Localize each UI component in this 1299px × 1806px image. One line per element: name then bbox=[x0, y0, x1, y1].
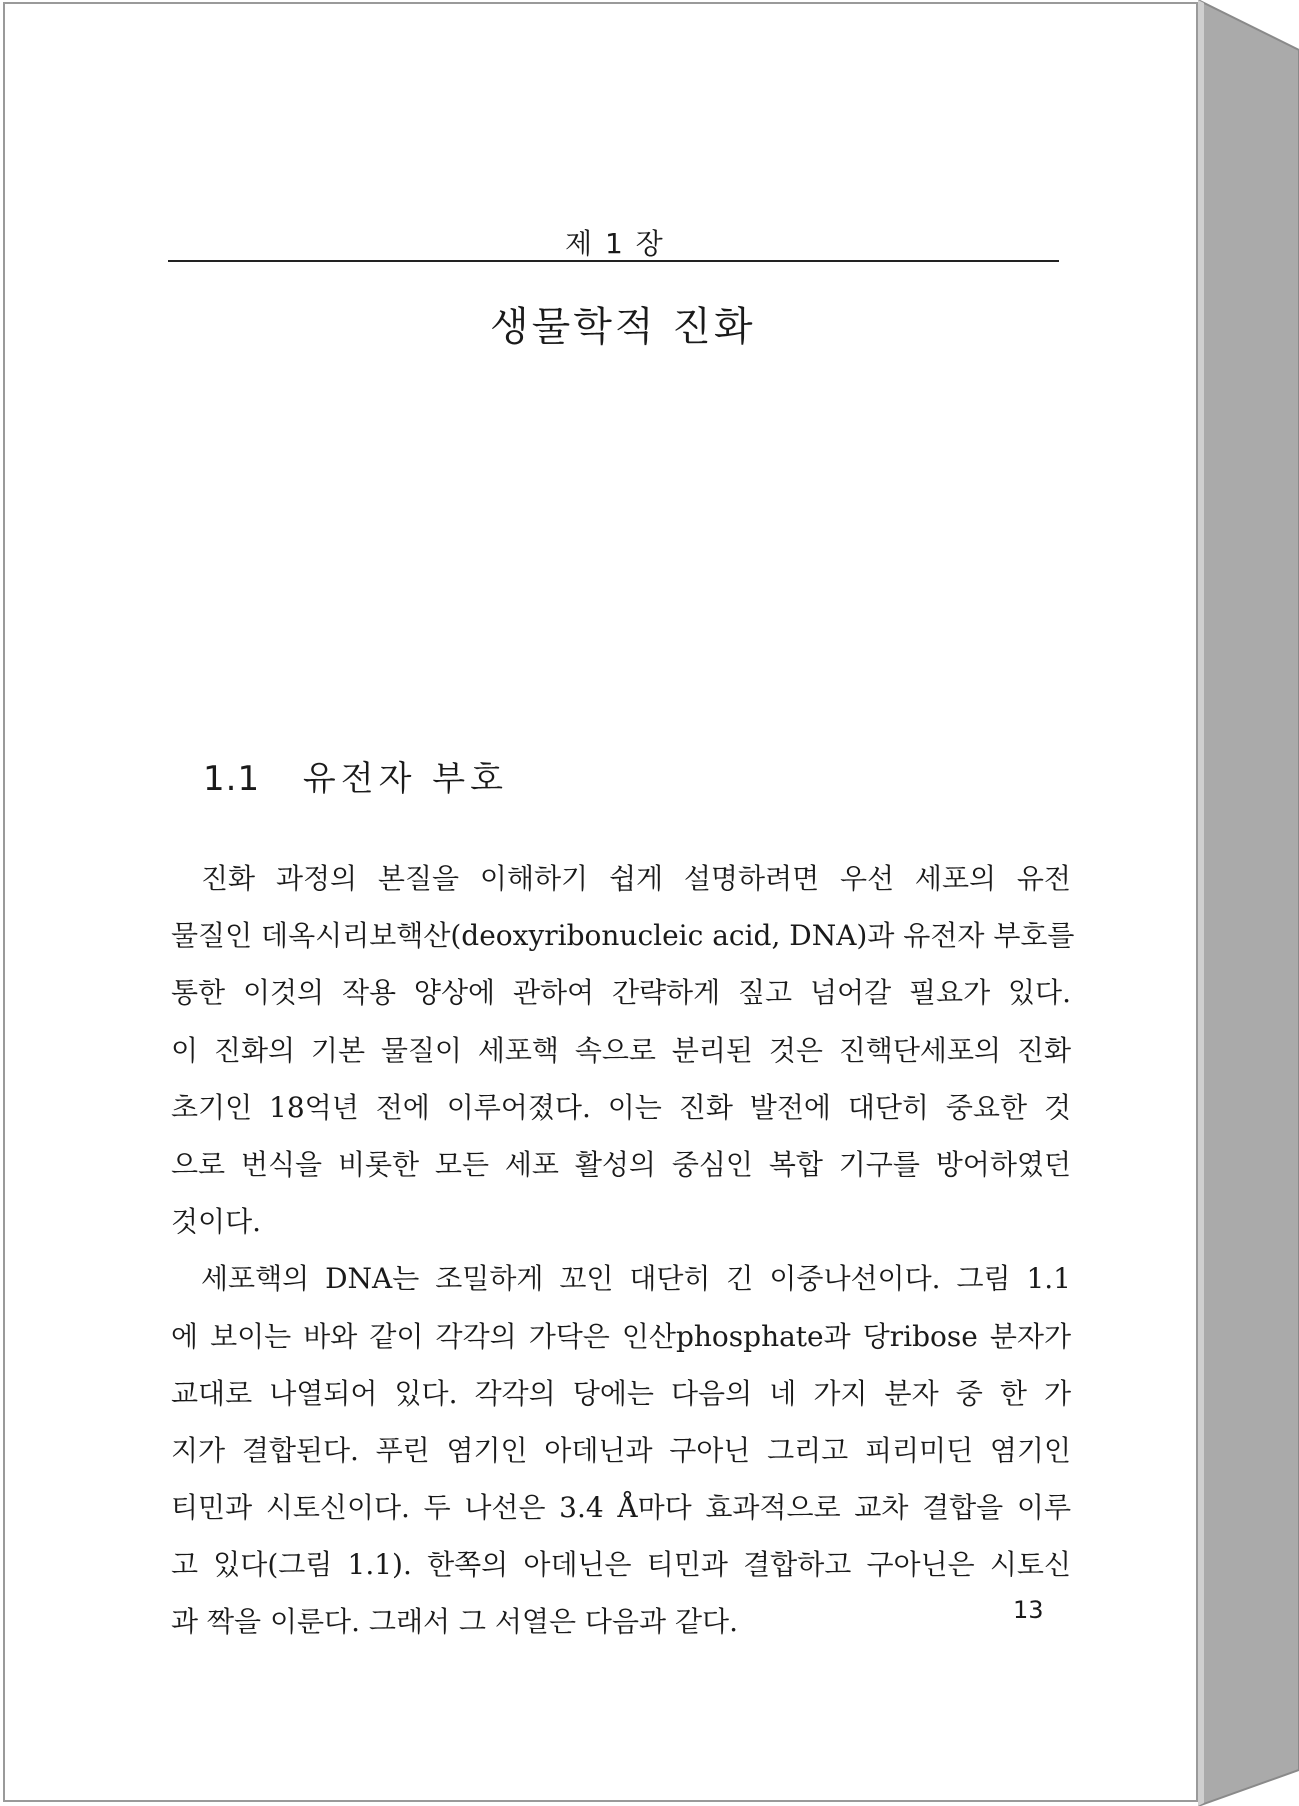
text-line: 물질인 데옥시리보핵산(deoxyribonucleic acid, DNA)과 유전자 부호를 bbox=[171, 919, 1075, 953]
text-line: 세포핵의 DNA는 조밀하게 꼬인 대단히 긴 이중나선이다. 그림 1.1 bbox=[201, 1262, 1071, 1296]
text-line: 이 진화의 기본 물질이 세포핵 속으로 분리된 것은 진핵단세포의 진화 bbox=[171, 1033, 1071, 1067]
chapter-label: 제 1 장 bbox=[565, 227, 665, 260]
book-edge-shadow bbox=[1198, 0, 1299, 1806]
section-heading bbox=[203, 751, 508, 800]
section-number: 1.1 bbox=[203, 759, 261, 799]
body-text bbox=[171, 850, 1075, 1651]
text-line: 통한 이것의 작용 양상에 관하여 간략하게 짚고 넘어갈 필요가 있다. bbox=[171, 976, 1071, 1010]
text-line: 에 보이는 바와 같이 각각의 가닥은 인산phosphate과 당ribose 분자가 bbox=[171, 1319, 1071, 1353]
text-line: 고 있다(그림 1.1). 한쪽의 아데닌은 티민과 결합하고 구아닌은 시토신 bbox=[171, 1548, 1071, 1582]
text-line: 초기인 18억년 전에 이루어졌다. 이는 진화 발전에 대단히 중요한 것 bbox=[171, 1090, 1071, 1124]
section-title: 유전자 부호 bbox=[302, 759, 508, 799]
text-line: 것이다. bbox=[171, 1205, 262, 1239]
paragraph bbox=[171, 1250, 1071, 1650]
text-line: 으로 번식을 비롯한 모든 세포 활성의 중심인 복합 기구를 방어하였던 bbox=[171, 1147, 1071, 1181]
chapter-rule bbox=[168, 260, 1059, 262]
text-line: 티민과 시토신이다. 두 나선은 3.4 Å마다 효과적으로 교차 결합을 이루 bbox=[171, 1491, 1071, 1525]
text-line: 교대로 나열되어 있다. 각각의 당에는 다음의 네 가지 분자 중 한 가 bbox=[171, 1376, 1071, 1410]
text-line: 진화 과정의 본질을 이해하기 쉽게 설명하려면 우선 세포의 유전 bbox=[201, 862, 1071, 895]
page-number: 13 bbox=[1013, 1596, 1044, 1624]
paragraph bbox=[171, 850, 1075, 1250]
text-line: 지가 결합된다. 푸린 염기인 아데닌과 구아닌 그리고 피리미딘 염기인 bbox=[171, 1433, 1071, 1467]
chapter-title: 생물학적 진화 bbox=[490, 303, 756, 350]
text-line: 과 짝을 이룬다. 그래서 그 서열은 다음과 같다. bbox=[171, 1605, 738, 1639]
